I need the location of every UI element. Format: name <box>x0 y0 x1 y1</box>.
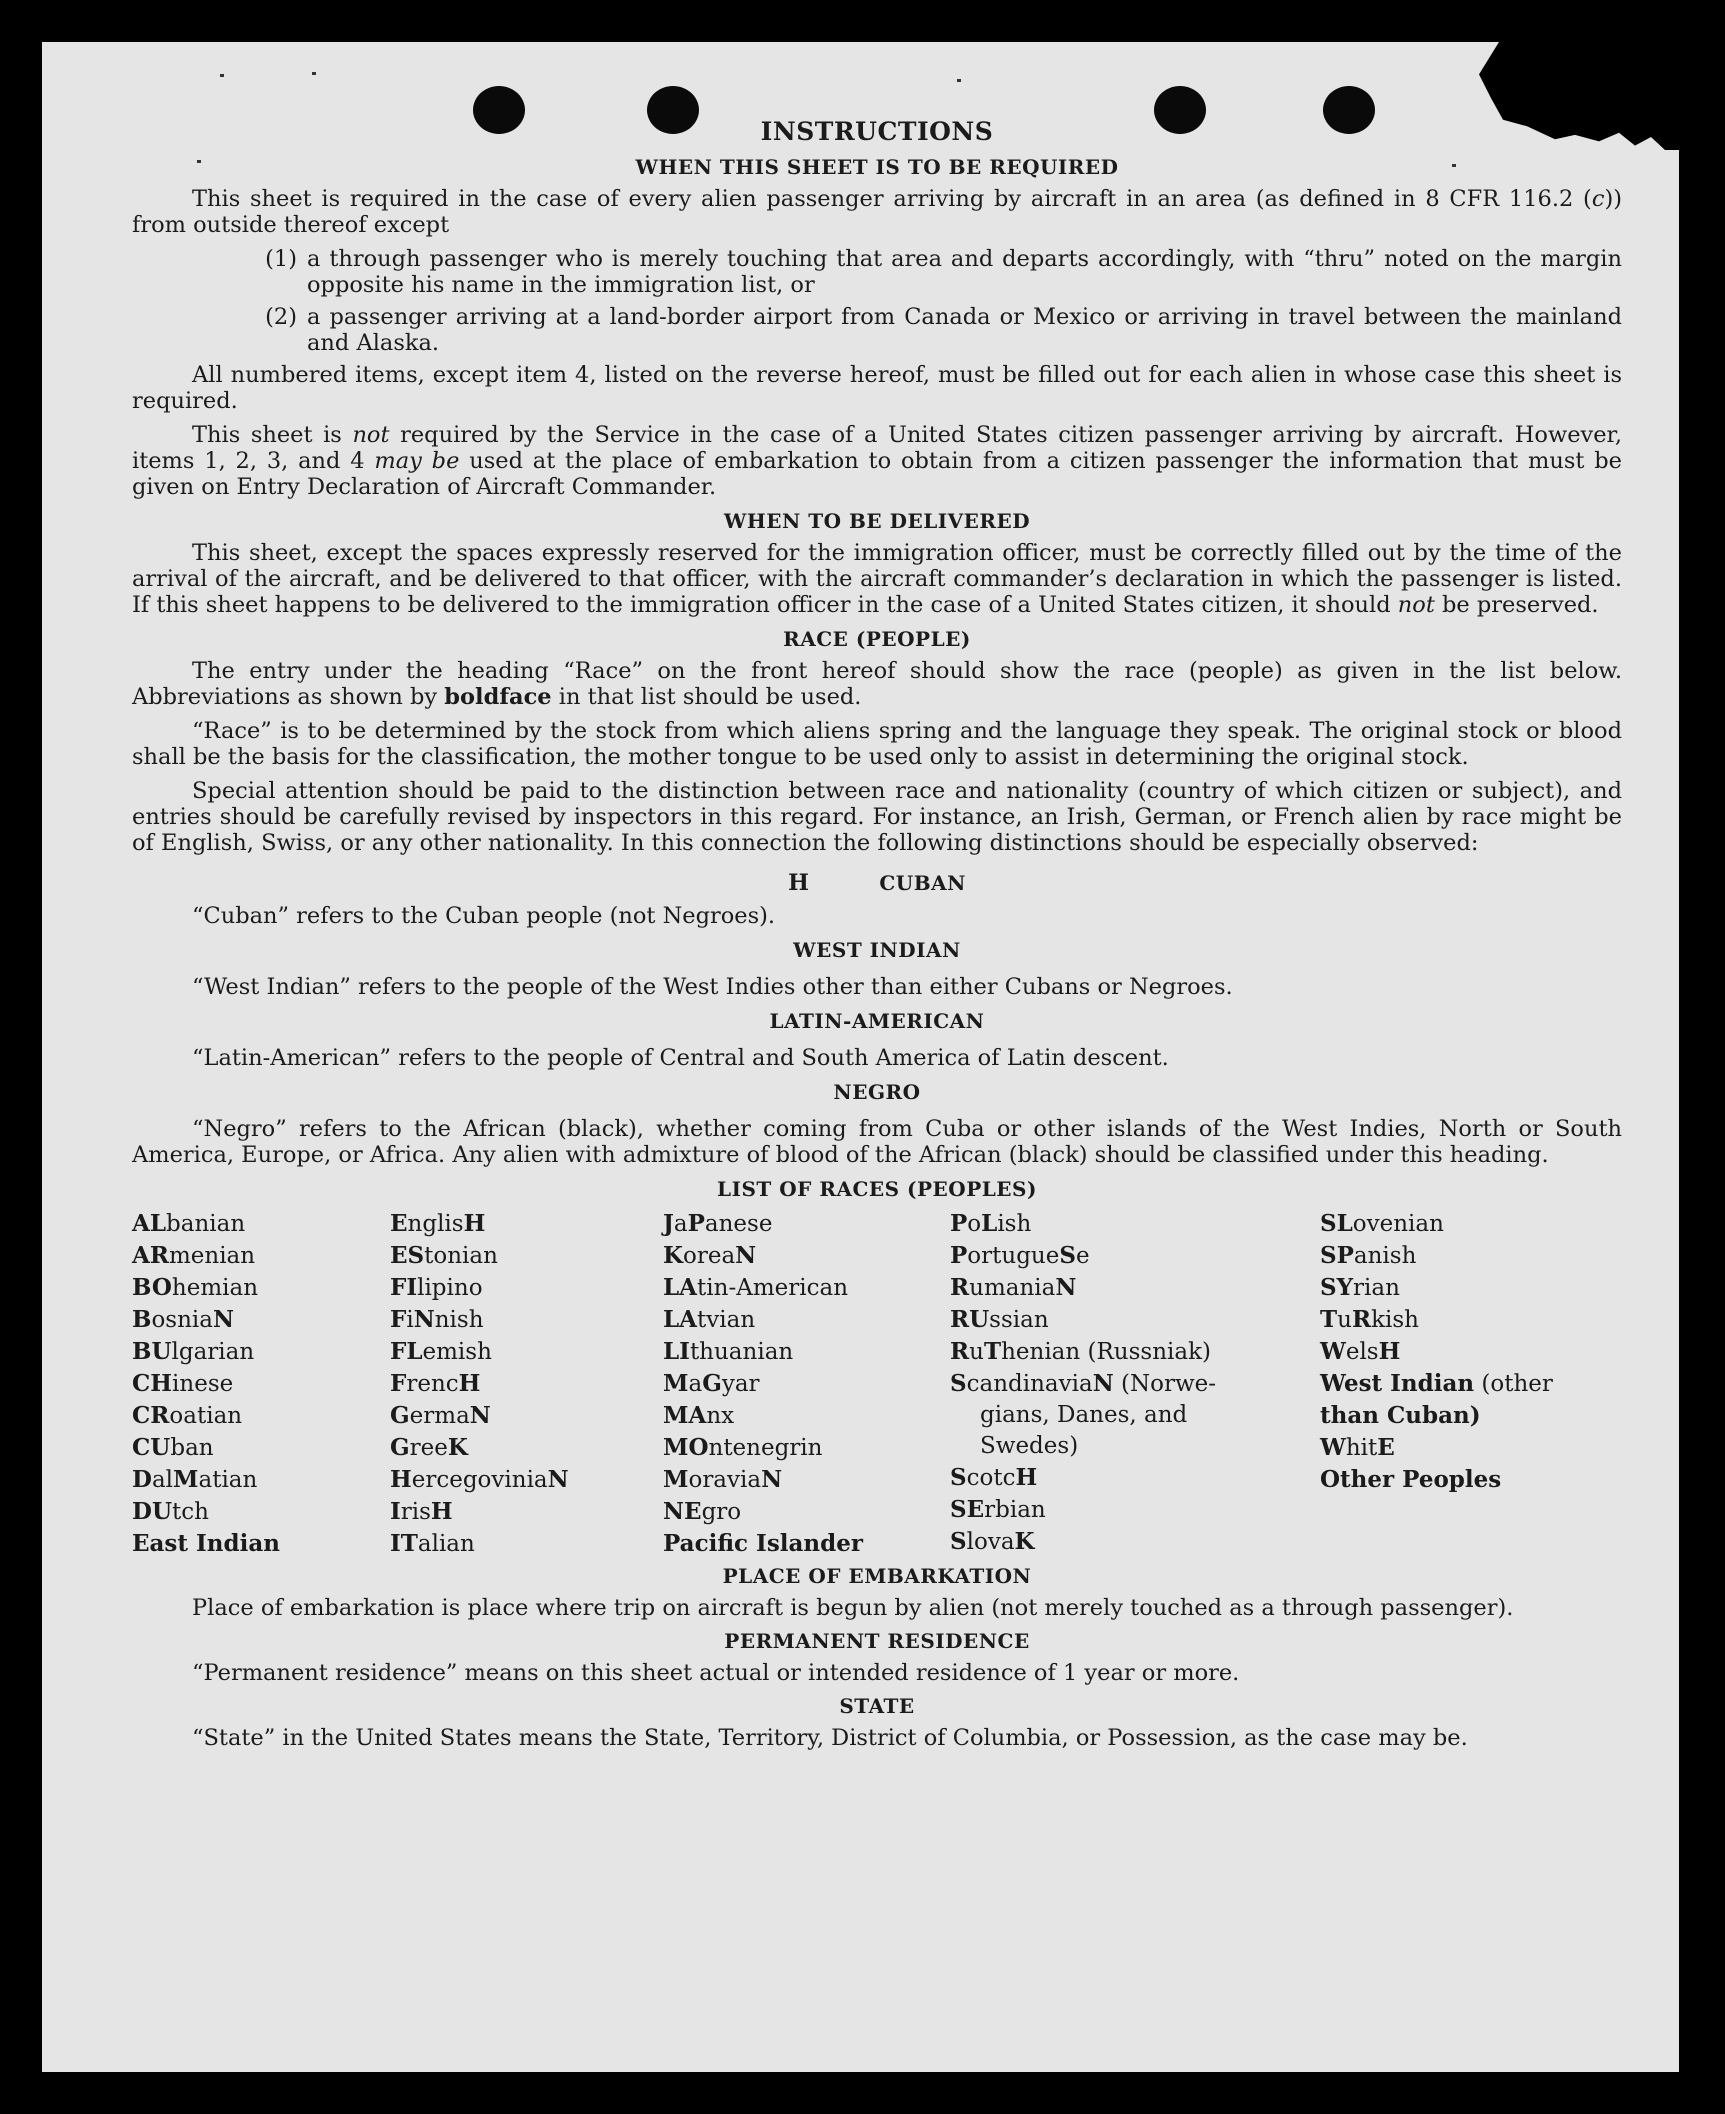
race-entry: JaPanese <box>663 1210 773 1237</box>
heading-when-required: WHEN THIS SHEET IS TO BE REQUIRED <box>635 155 1119 179</box>
paragraph-numbered-items: All numbered items, except item 4, listed on the reverse hereof, must be filled out for each alien in whose case this sheet is required. <box>132 362 1622 414</box>
exception-item-1: (1) a through passenger who is merely touching that area and departs accordingly, with “thru” noted on the margin opposite his name in the immigration list, or <box>265 246 1622 298</box>
race-entry: BUlgarian <box>132 1338 255 1365</box>
race-entry: WhitE <box>1320 1434 1395 1461</box>
paragraph-delivered: This sheet, except the spaces expressly reserved for the immigration officer, must be correctly filled out by the time of the arrival of the aircraft, and be delivered to that officer, with the aircraft commander’s declaration in which the passenger is listed. If this sheet happens to be delivered to the immigration officer in the case of a United States citizen, it should not be preserved. <box>132 540 1622 618</box>
race-entry: Pacific Islander <box>663 1530 863 1557</box>
race-entry: SYrian <box>1320 1274 1400 1301</box>
race-entry: EStonian <box>390 1242 498 1269</box>
race-entry: East Indian <box>132 1530 280 1557</box>
page-title: INSTRUCTIONS <box>760 117 994 146</box>
heading-permanent-residence: PERMANENT RESIDENCE <box>724 1629 1030 1653</box>
race-entry: FLemish <box>390 1338 492 1365</box>
race-entry: BosniaN <box>132 1306 235 1333</box>
heading-race: RACE (PEOPLE) <box>783 627 971 651</box>
paragraph-cuban: “Cuban” refers to the Cuban people (not Negroes). <box>192 903 776 929</box>
race-entry: MOntenegrin <box>663 1434 823 1461</box>
race-entry: IrisH <box>390 1498 453 1525</box>
race-entry: West Indian (other <box>1320 1370 1553 1397</box>
race-entry: ScotcH <box>950 1464 1038 1491</box>
race-entry: CRoatian <box>132 1402 243 1429</box>
races-column-2 <box>390 1208 663 1560</box>
heading-list-of-races: LIST OF RACES (PEOPLES) <box>717 1177 1037 1201</box>
race-entry: TuRkish <box>1320 1306 1419 1333</box>
race-entry: FrencH <box>390 1370 481 1397</box>
races-column-4 <box>950 1208 1320 1560</box>
race-entry: SlovaK <box>950 1528 1035 1555</box>
races-column-5 <box>1320 1208 1622 1560</box>
heading-west-indian: WEST INDIAN <box>793 938 961 962</box>
dust-speck <box>312 72 316 75</box>
heading-place-of-embarkation: PLACE OF EMBARKATION <box>722 1564 1032 1588</box>
paragraph-citizen: This sheet is not required by the Service in the case of a United States citizen passenger arriving by aircraft. However, items 1, 2, 3, and 4 may be used at the place of embarkation to obtain from a citizen passenger the information that must be given on Entry Declaration of Aircraft Commander. <box>132 422 1622 500</box>
race-entry: than Cuban) <box>1320 1402 1481 1429</box>
paragraph-race-nationality: Special attention should be paid to the distinction between race and nationality (country of which citizen or subject), and entries should be carefully revised by inspectors in this regard. For instance, an Irish, German, or French alien by race might be of English, Swiss, or any other nationality. In this connection the following distinctions should be especially observed: <box>132 778 1622 856</box>
race-entry: ALbanian <box>132 1210 246 1237</box>
race-entry: LAtin-American <box>663 1274 849 1301</box>
race-entry: RumaniaN <box>950 1274 1077 1301</box>
race-entry: ARmenian <box>132 1242 256 1269</box>
instructions-content <box>132 117 1622 1759</box>
race-entry: SLovenian <box>1320 1210 1444 1237</box>
race-entry: NEgro <box>663 1498 742 1525</box>
race-entry: LAtvian <box>663 1306 756 1333</box>
races-list <box>132 1208 1622 1560</box>
paragraph-residence: “Permanent residence” means on this sheet actual or intended residence of 1 year or more. <box>192 1660 1240 1686</box>
race-entry: CUban <box>132 1434 214 1461</box>
paragraph-required: This sheet is required in the case of every alien passenger arriving by aircraft in an area (as defined in 8 CFR 116.2 (c)) from outside thereof except <box>132 186 1622 238</box>
race-entry: EnglisH <box>390 1210 486 1237</box>
race-entry: BOhemian <box>132 1274 259 1301</box>
race-entry: WelsH <box>1320 1338 1401 1365</box>
race-entry: LIthuanian <box>663 1338 794 1365</box>
handwritten-mark: H <box>788 870 810 896</box>
race-entry: SPanish <box>1320 1242 1417 1269</box>
race-entry: FiNnish <box>390 1306 484 1333</box>
paragraph-latin-american: “Latin-American” refers to the people of Central and South America of Latin descent. <box>192 1045 1169 1071</box>
races-column-3 <box>663 1208 950 1560</box>
race-entry: HercegoviniaN <box>390 1466 569 1493</box>
heading-when-delivered: WHEN TO BE DELIVERED <box>723 509 1031 533</box>
race-entry: FIlipino <box>390 1274 483 1301</box>
races-column-1 <box>132 1208 390 1560</box>
paragraph-race-entry: The entry under the heading “Race” on the front hereof should show the race (people) as given in the list below. Abbreviations as shown by boldface in that list should be used. <box>132 658 1622 710</box>
race-entry: ScandinaviaN (Norwe- <box>950 1370 1217 1397</box>
race-entry: MoraviaN <box>663 1466 783 1493</box>
race-entry: DUtch <box>132 1498 209 1525</box>
race-entry: ITalian <box>390 1530 475 1557</box>
exception-item-2: (2) a passenger arriving at a land-border airport from Canada or Mexico or arriving in travel between the mainland and Alaska. <box>265 304 1622 356</box>
document-sheet <box>42 42 1679 2072</box>
heading-cuban: H CUBAN <box>788 870 966 896</box>
race-entry: GermaN <box>390 1402 491 1429</box>
race-entry: gians, Danes, and <box>980 1402 1188 1428</box>
race-entry: PortugueSe <box>950 1242 1090 1269</box>
race-entry: GreeK <box>390 1434 468 1461</box>
heading-negro: NEGRO <box>833 1080 921 1104</box>
paragraph-state: “State” in the United States means the State, Territory, District of Columbia, or Possession, as the case may be. <box>192 1725 1468 1751</box>
race-entry: RUssian <box>950 1306 1049 1333</box>
paragraph-embarkation: Place of embarkation is place where trip on aircraft is begun by alien (not merely touched as a through passenger). <box>192 1595 1514 1621</box>
race-entry: SErbian <box>950 1496 1046 1523</box>
race-entry: DalMatian <box>132 1466 258 1493</box>
race-entry: MaGyar <box>663 1370 760 1397</box>
dust-speck <box>957 79 961 82</box>
race-entry: Other Peoples <box>1320 1466 1502 1493</box>
paragraph-negro: “Negro” refers to the African (black), whether coming from Cuba or other islands of the West Indies, North or South America, Europe, or Africa. Any alien with admixture of blood of the African (black) should be classified under this heading. <box>132 1116 1622 1168</box>
race-entry: KoreaN <box>663 1242 757 1269</box>
paragraph-race-definition: “Race” is to be determined by the stock from which aliens spring and the language they speak. The original stock or blood shall be the basis for the classification, the mother tongue to be used only to assist in determining the original stock. <box>132 718 1622 770</box>
heading-state: STATE <box>839 1694 915 1718</box>
race-entry: RuThenian (Russniak) <box>950 1338 1212 1365</box>
race-entry: PoLish <box>950 1210 1032 1237</box>
race-entry: Swedes) <box>980 1433 1079 1459</box>
race-entry: MAnx <box>663 1402 735 1429</box>
race-entry: CHinese <box>132 1370 234 1397</box>
dust-speck <box>220 74 224 77</box>
paragraph-west-indian: “West Indian” refers to the people of the West Indies other than either Cubans or Negroes. <box>192 974 1233 1000</box>
heading-latin-american: LATIN-AMERICAN <box>769 1009 985 1033</box>
